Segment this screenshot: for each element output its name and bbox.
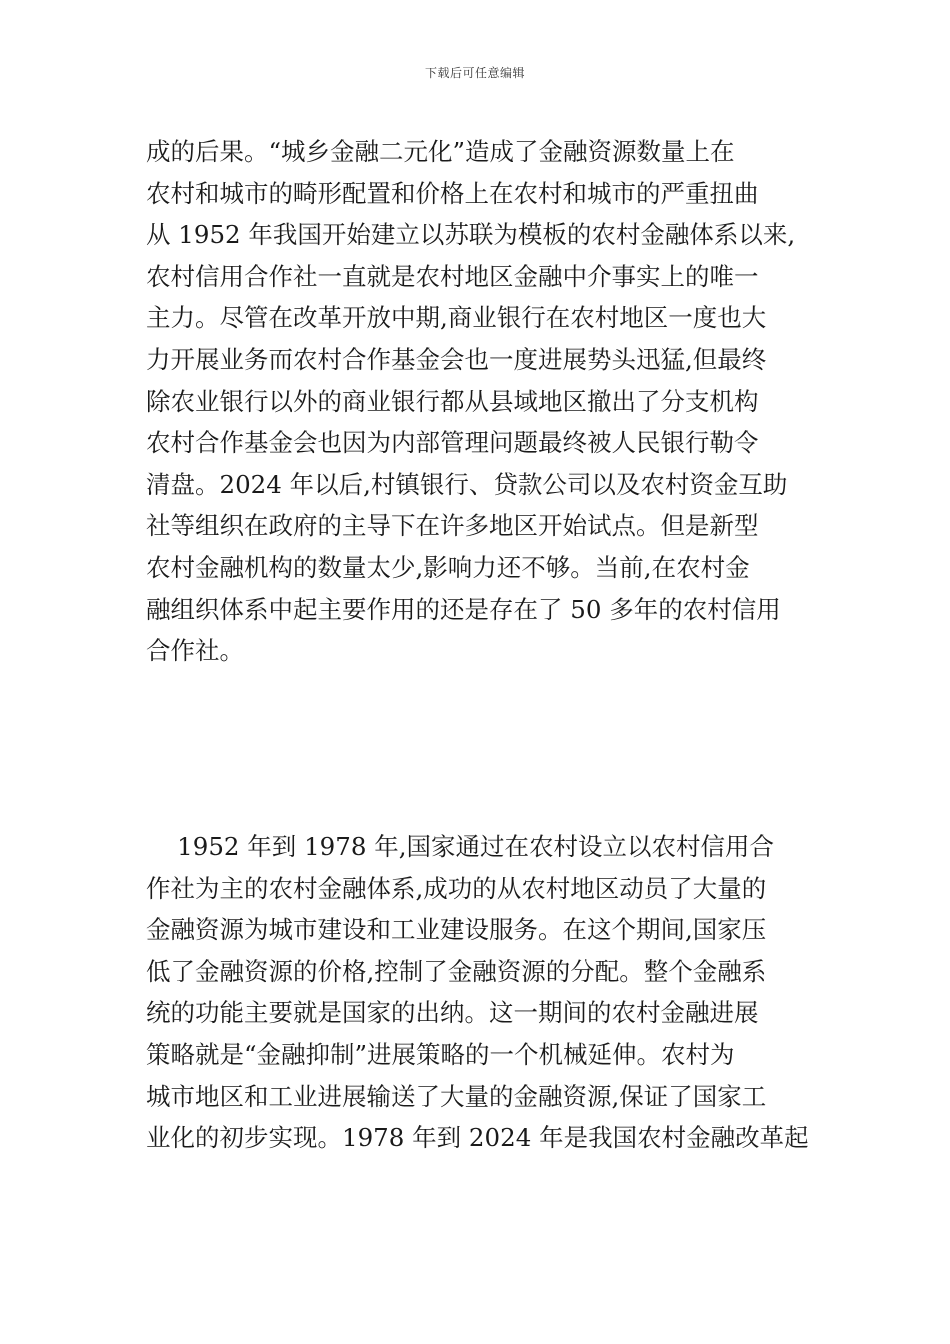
text-line: 业化的初步实现。1978 年到 2024 年是我国农村金融改革起: [146, 1123, 809, 1153]
text-line: 除农业银行以外的商业银行都从县域地区撤出了分支机构: [146, 386, 759, 416]
text-line: 低了金融资源的价格,控制了金融资源的分配。整个金融系: [146, 956, 767, 986]
text-line: 合作社。: [146, 636, 244, 666]
text-line: 城市地区和工业进展输送了大量的金融资源,保证了国家工: [146, 1081, 767, 1111]
text-line: 1952 年到 1978 年,国家通过在农村设立以农村信用合: [146, 832, 775, 861]
text-line: 社等组织在政府的主导下在许多地区开始试点。但是新型: [146, 511, 759, 541]
text-line: 农村和城市的畸形配置和价格上在农村和城市的严重扭曲: [146, 178, 759, 208]
page-header-note: 下载后可任意编辑: [424, 66, 525, 80]
text-line: 作社为主的农村金融体系,成功的从农村地区动员了大量的: [146, 873, 767, 903]
text-line: 主力。尽管在改革开放中期,商业银行在农村地区一度也大: [146, 303, 767, 333]
text-line: 策略就是“金融抑制”进展策略的一个机械延伸。农村为: [146, 1039, 735, 1069]
text-line: 清盘。2024 年以后,村镇银行、贷款公司以及农村资金互助: [146, 469, 788, 499]
text-line: 融组织体系中起主要作用的还是存在了 50 多年的农村信用: [146, 594, 781, 624]
text-line: 统的功能主要就是国家的出纳。这一期间的农村金融进展: [146, 998, 759, 1028]
text-line: 从 1952 年我国开始建立以苏联为模板的农村金融体系以来,: [146, 220, 796, 250]
text-line: 农村金融机构的数量太少,影响力还不够。当前,在农村金: [146, 552, 750, 582]
text-line: 农村合作基金会也因为内部管理问题最终被人民银行勒令: [146, 428, 759, 458]
paragraph-2: [146, 826, 808, 1159]
text-line: 农村信用合作社一直就是农村地区金融中介事实上的唯一: [146, 261, 759, 291]
text-line: 金融资源为城市建设和工业建设服务。在这个期间,国家压: [146, 915, 767, 945]
text-line: 力开展业务而农村合作基金会也一度进展势头迅猛,但最终: [146, 344, 767, 374]
text-line: 成的后果。“城乡金融二元化”造成了金融资源数量上在: [146, 137, 735, 166]
paragraph-1: [146, 131, 808, 672]
